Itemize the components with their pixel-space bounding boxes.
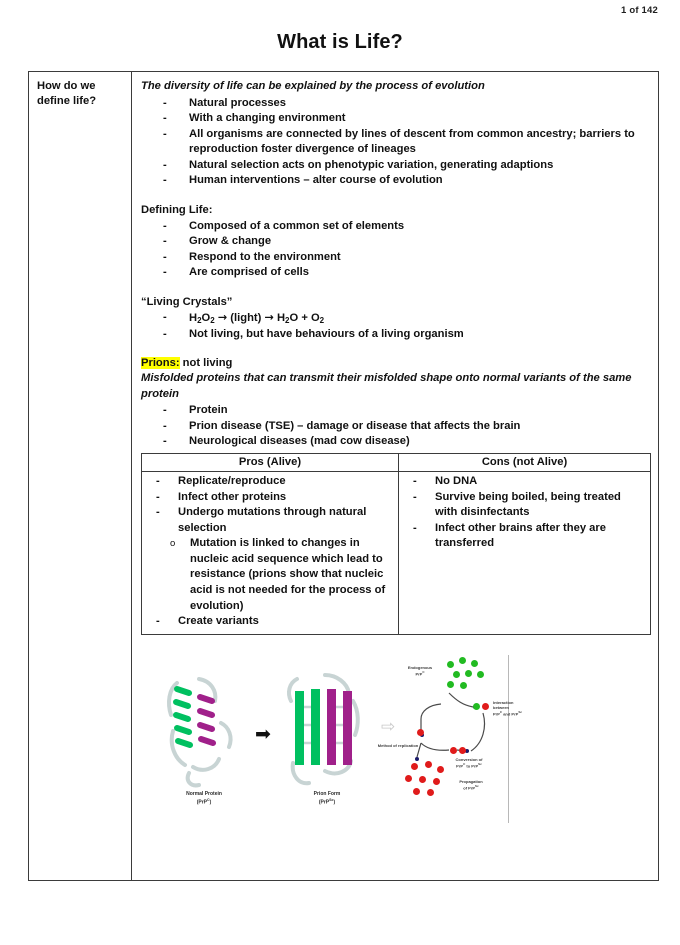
equation-reactant-mid: O — [201, 312, 211, 325]
defining-life-bullet-list — [141, 219, 650, 281]
propagation-label — [449, 779, 493, 790]
red-dot — [433, 778, 440, 785]
red-dot — [419, 776, 426, 783]
label-line2: PrP — [456, 763, 464, 769]
label-line1: Propagation — [459, 778, 483, 784]
equation-plus: + — [301, 312, 308, 325]
list-item: - Respond to the environment — [163, 250, 650, 266]
prion-form-caption — [285, 791, 369, 807]
living-crystals-bullet-list — [141, 310, 650, 342]
label-line2: of PrP — [463, 785, 476, 791]
red-dot — [411, 763, 418, 770]
prion-form-structure-icon — [281, 667, 373, 792]
prion-diagram-figure — [157, 651, 522, 829]
pros-cell — [142, 471, 399, 633]
list-item: - Natural selection acts on phenotypic variation, generating adaptions — [163, 158, 650, 174]
page-title: What is Life? — [277, 31, 403, 53]
diversity-bullet-list — [141, 96, 650, 190]
green-dot — [471, 660, 478, 667]
list-item: - Prion disease (TSE) – damage or disease that affects the brain — [163, 419, 650, 435]
caption-line1: Normal Protein — [186, 790, 222, 797]
equation-sub: 2 — [319, 316, 325, 326]
list-item: - Create variants — [156, 614, 394, 630]
label-line3-end: and PrP — [502, 711, 519, 717]
spacer — [141, 189, 650, 203]
normal-protein-structure-icon — [159, 669, 249, 789]
green-dot — [447, 681, 454, 688]
pros-cons-table — [141, 453, 651, 635]
list-item: - Composed of a common set of elements — [163, 219, 650, 235]
red-dot — [482, 703, 489, 710]
caption-line2-end: ) — [333, 800, 336, 806]
label-line1: Interaction — [493, 699, 514, 705]
endogenous-prp-label — [400, 665, 440, 676]
column-header-pros: Pros (Alive) — [142, 454, 399, 472]
arrow-right-icon: → — [217, 311, 228, 325]
page-indicator: 1 of 142 — [621, 5, 658, 16]
green-dot — [473, 703, 480, 710]
equation-condition: (light) — [230, 312, 262, 325]
table-header-row — [142, 454, 650, 472]
list-item: - All organisms are connected by lines of descent from common ancestry; barriers to reproduction foster divergence of lineages — [163, 127, 650, 158]
label-superscript: C — [499, 709, 503, 714]
method-of-replication-label: Method of replication — [377, 742, 419, 748]
list-item: - Protein — [163, 403, 650, 419]
list-item: - Not living, but have behaviours of a living organism — [163, 327, 650, 343]
list-item: - Neurological diseases (mad cow disease) — [163, 434, 650, 450]
list-item: - Infect other proteins — [156, 490, 394, 506]
caption-superscript: Sc — [329, 798, 334, 803]
red-dot — [413, 788, 420, 795]
red-dot — [417, 729, 424, 736]
diversity-lead: The diversity of life can be explained by the process of evolution — [141, 80, 485, 92]
list-item: - Grow & change — [163, 234, 650, 250]
equation-sub: 2 — [285, 316, 290, 326]
list-item: - Survive being boiled, being treated with disinfectants — [413, 490, 646, 521]
equation-sub: 2 — [197, 316, 202, 326]
interaction-label — [493, 700, 539, 716]
green-dot — [453, 671, 460, 678]
notes-table — [28, 71, 659, 881]
label-superscript: C — [422, 669, 425, 674]
conversion-arrow-icon: ➡ — [255, 722, 271, 745]
green-dot — [465, 670, 472, 677]
pros-list-continued — [142, 614, 394, 630]
label-line2: between — [493, 704, 510, 710]
cons-list — [399, 474, 646, 552]
prions-heading-rest: not living — [179, 356, 233, 369]
pros-sublist — [142, 536, 394, 614]
label-superscript: Sc — [478, 761, 482, 766]
column-header-cons: Cons (not Alive) — [399, 454, 651, 472]
green-dot — [460, 682, 467, 689]
red-dot — [425, 761, 432, 768]
list-item: - Replicate/reproduce — [156, 474, 394, 490]
conversion-label — [443, 757, 495, 768]
red-dot — [459, 747, 466, 754]
list-item: - With a changing environment — [163, 111, 650, 127]
list-item: - Are comprised of cells — [163, 265, 650, 281]
pros-list — [142, 474, 394, 536]
label-superscript: Sc — [518, 709, 522, 714]
red-dot — [427, 789, 434, 796]
spacer — [141, 281, 650, 295]
prions-bullet-list — [141, 403, 650, 450]
equation-reactant: H — [189, 312, 198, 325]
equation-product-tail: O — [289, 312, 299, 325]
green-dot — [459, 657, 466, 664]
list-item-equation — [163, 310, 650, 327]
notes-table-label-cell — [29, 72, 132, 880]
cons-cell — [399, 471, 651, 633]
label-line1: Conversion of — [455, 756, 483, 762]
caption-line1: Prion Form — [313, 790, 341, 797]
label-line2: PrP — [415, 671, 423, 677]
green-dot — [447, 661, 454, 668]
caption-line2: (PrP — [318, 800, 330, 806]
list-item: - No DNA — [413, 474, 646, 490]
label-superscript: Sc — [475, 783, 479, 788]
method-arrow-icon: ⇨ — [381, 716, 396, 737]
list-item: o Mutation is linked to changes in nucleic acid sequence which lead to resistance (prions show that nucleic acid is not needed for the process of evolution) — [170, 536, 394, 614]
defining-life-heading: Defining Life: — [141, 204, 213, 217]
prions-highlight-term: Prions: — [141, 356, 180, 369]
normal-protein-caption — [163, 791, 245, 807]
red-dot — [405, 775, 412, 782]
label-line1: Endogenous — [407, 664, 433, 670]
caption-line2: (PrP — [196, 800, 207, 806]
notes-table-content-cell — [132, 72, 658, 880]
arrow-right-icon: → — [264, 311, 274, 325]
label-superscript: C — [463, 761, 466, 766]
table-row — [142, 471, 650, 633]
list-item: - Human interventions – alter course of evolution — [163, 173, 650, 189]
caption-line2-end: ) — [209, 800, 212, 806]
spacer — [141, 343, 650, 356]
red-dot — [437, 766, 444, 773]
list-item: - Natural processes — [163, 96, 650, 112]
prions-heading — [141, 356, 650, 372]
label-line2-end: to PrP — [465, 763, 479, 769]
row-label: How do we define life? — [37, 80, 97, 107]
green-dot — [477, 671, 484, 678]
list-item: - Undergo mutations through natural selection — [156, 505, 394, 536]
prions-definition: Misfolded proteins that can transmit their misfolded shape onto normal variants of the same protein — [141, 372, 632, 400]
label-line3: PrP — [493, 711, 500, 717]
list-item: - Infect other brains after they are transferred — [413, 521, 646, 552]
red-dot — [450, 747, 457, 754]
caption-superscript: C — [207, 798, 210, 803]
equation-product: H — [276, 312, 286, 325]
living-crystals-heading: “Living Crystals” — [141, 295, 233, 308]
equation-product2: O — [310, 312, 320, 325]
equation-sub: 2 — [210, 316, 215, 326]
figure-divider — [508, 655, 509, 823]
